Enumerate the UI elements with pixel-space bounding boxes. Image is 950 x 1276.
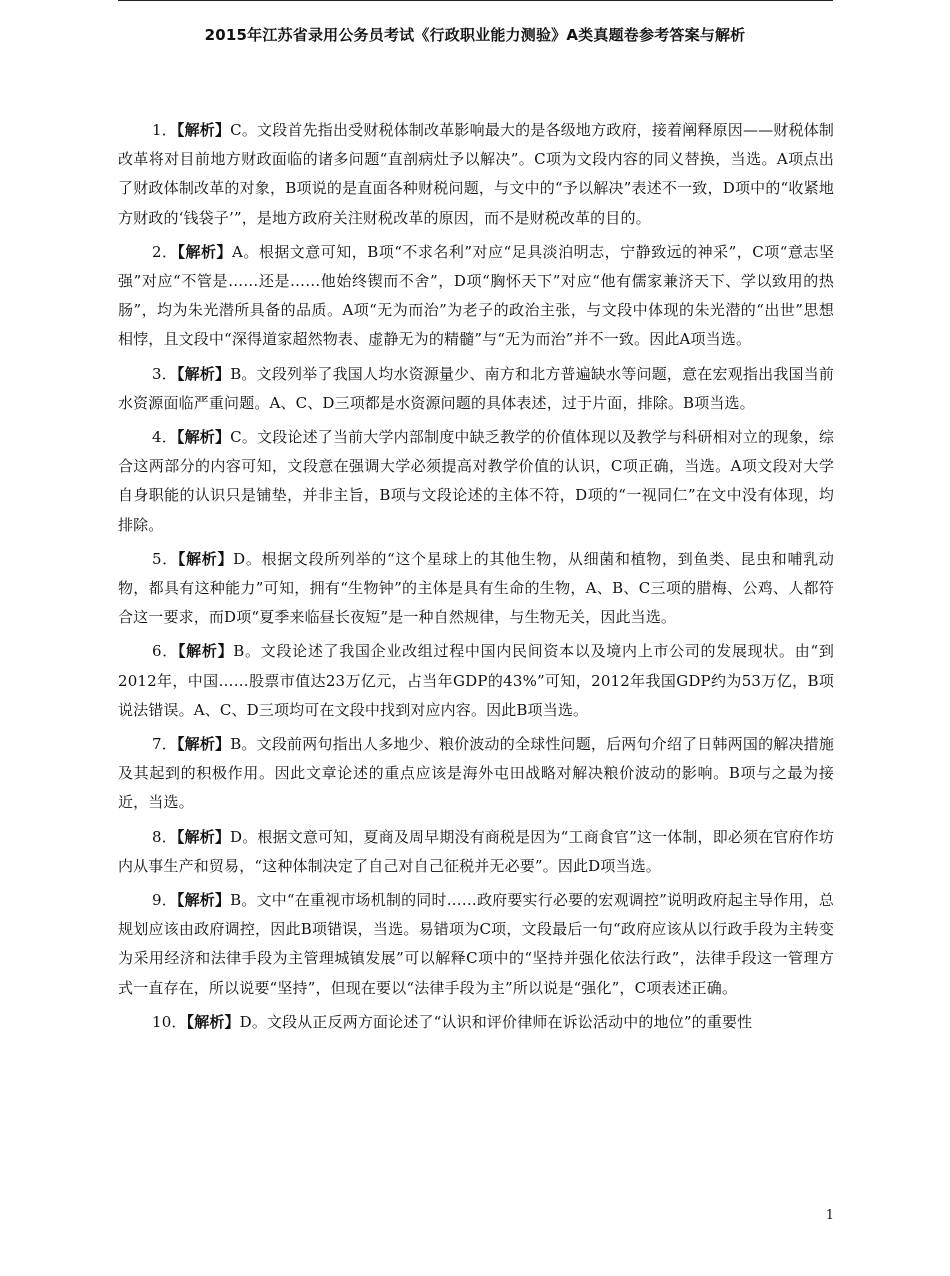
document-title: 2015年江苏省录用公务员考试《行政职业能力测验》A类真题卷参考答案与解析 [204, 26, 746, 44]
analysis-tag: 【解析】 [176, 735, 231, 754]
answer-number: 8． [152, 827, 177, 846]
answer-item [118, 116, 834, 233]
answer-number: 6． [152, 642, 178, 661]
header-rule [118, 0, 833, 1]
answer-number: 3． [152, 364, 177, 383]
answer-text: C。文段论述了当前大学内部制度中缺乏教学的价值体现以及教学与科研相对立的现象，综合这两部分的内容可知，文段意在强调大学必须提高对教学价值的认识，C项正确，当选。A项文段对大学自身职能的认识只是铺垫，并非主旨，B项与文段论述的主体不符，D项的“一视同仁”在文中没有体现，均排除。 [118, 428, 835, 534]
answer-item [118, 886, 834, 1003]
answer-item [118, 360, 834, 418]
answer-text: C。文段首先指出受财税体制改革影响最大的是各级地方政府，接着阐释原因——财税体制改革将对目前地方财政面临的诸多问题“直剖病灶予以解决”。C项为文段内容的同义替换，当选。A项点出了财政体制改革的对象，B项说的是直面各种财税问题，与文中的“予以解决”表述不一致，D项中的“收紧地方财政的‘钱袋子’”，是地方政府关注财税改革的原因，而不是财税改革的目的。 [118, 121, 835, 227]
analysis-tag: 【解析】 [177, 242, 232, 261]
answer-number: 9． [152, 891, 177, 910]
answer-text: B。文段论述了我国企业改组过程中国内民间资本以及境内上市公司的发展现状。由“到2012年，中国……股票市值达23万亿元，占当年GDP的43%”可知，2012年我国GDP约为53万亿，B项说法错误。A、C、D三项均可在文段中找到对应内容。因此B项当选。 [118, 642, 835, 719]
analysis-tag: 【解析】 [177, 642, 234, 661]
answer-number: 5． [152, 549, 178, 568]
answer-item [118, 545, 834, 633]
analysis-tag: 【解析】 [176, 827, 231, 846]
answer-number: 1． [152, 121, 177, 139]
answer-text: B。文段前两句指出人多地少、粮价波动的全球性问题，后两句介绍了日韩两国的解决措施及其起到的积极作用。因此文章论述的重点应该是海外屯田战略对解决粮价波动的影响。B项与之最为接近，当选。 [118, 735, 834, 812]
answer-text: B。文段列举了我国人均水资源量少、南方和北方普遍缺水等问题，意在宏观指出我国当前水资源面临严重问题。A、C、D三项都是水资源问题的具体表述，过于片面，排除。B项当选。 [118, 364, 834, 412]
answer-text: D。文段从正反两方面论述了“认识和评价律师在诉讼活动中的地位”的重要性 [239, 1012, 753, 1031]
answer-number: 10． [152, 1012, 187, 1031]
analysis-tag: 【解析】 [176, 428, 231, 447]
analysis-tag: 【解析】 [176, 121, 231, 139]
answer-text: A。根据文意可知，B项“不求名利”对应“足具淡泊明志，宁静致远的神采”，C项“意志坚强”对应“不管是……还是……他始终锲而不舍”，D项“胸怀天下”对应“他有儒家兼济天下、学以致用的热肠”，均为朱光潜所具备的品质。A项“无为而治”为老子的政治主张，与文段中体现的朱光潜的“出世”思想相悖，且文段中“深得道家超然物表、虚静无为的精髓”与“无为而治”并不一致。因此A项当选。 [118, 242, 834, 349]
answer-text: B。文中“在重视市场机制的同时……政府要实行必要的宏观调控”说明政府起主导作用，总规划应该由政府调控，因此B项错误，当选。易错项为C项，文段最后一句“政府应该从以行政手段为主转变为采用经济和法律手段为主管理城镇发展”可以解释C项中的“坚持并强化依法行政”，法律手段这一管理方式一直存在，所以说要“坚持”，但现在要以“法律手段为主”所以说是“强化”，C项表述正确。 [118, 891, 835, 997]
answer-item [118, 637, 834, 725]
analysis-tag: 【解析】 [176, 364, 231, 383]
answer-item [118, 730, 834, 818]
answer-number: 2． [152, 242, 178, 261]
page-number: 1 [825, 1208, 834, 1223]
answer-text: D。根据文意可知，夏商及周早期没有商税是因为“工商食官”这一体制，即必须在官府作坊内从事生产和贸易，“这种体制决定了自己对自己征税并无必要”。因此D项当选。 [118, 827, 834, 875]
answer-list [118, 116, 834, 1042]
answer-item [118, 823, 834, 881]
answer-item [118, 238, 834, 355]
analysis-tag: 【解析】 [176, 891, 231, 910]
analysis-tag: 【解析】 [186, 1012, 240, 1031]
analysis-tag: 【解析】 [177, 549, 234, 568]
answer-text: D。根据文段所列举的“这个星球上的其他生物，从细菌和植物，到鱼类、昆虫和哺乳动物，都具有这种能力”可知，拥有“生物钟”的主体是具有生命的生物，A、B、C三项的腊梅、公鸡、人都符合这一要求，而D项“夏季来临昼长夜短”是一种自然规律，与生物无关，因此当选。 [118, 549, 835, 627]
answer-item [118, 1008, 834, 1037]
answer-number: 4． [152, 428, 177, 447]
answer-item [118, 423, 834, 540]
answer-number: 7． [152, 735, 177, 754]
